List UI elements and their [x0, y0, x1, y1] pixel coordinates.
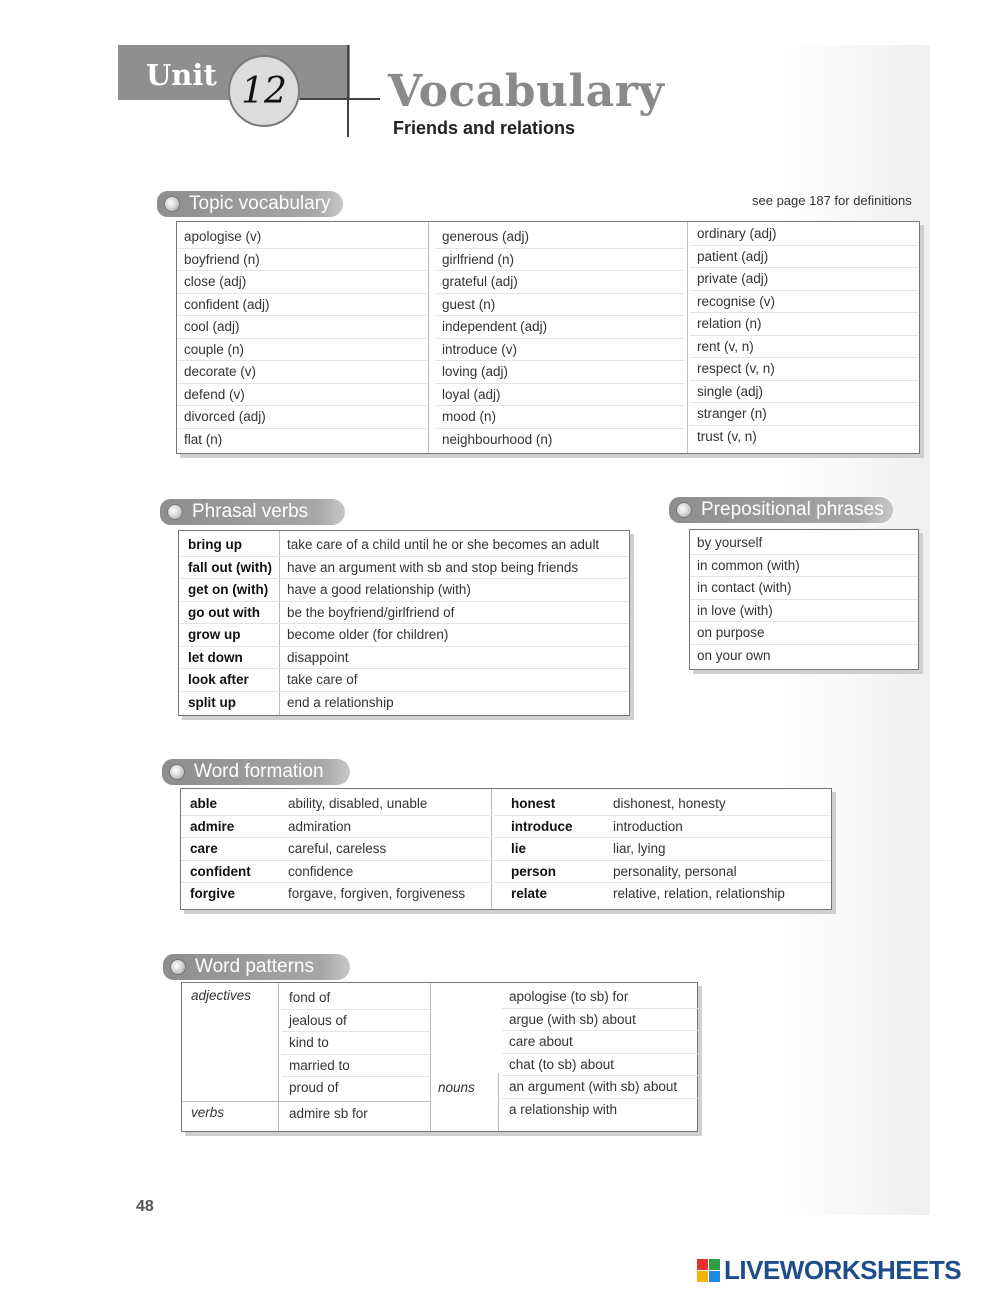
prepositional-phrase: in common (with)	[690, 555, 918, 578]
vocab-word: rent (v, n)	[690, 336, 918, 359]
page-title: Vocabulary	[388, 66, 665, 117]
phrasal-verb: split up	[188, 694, 236, 710]
prepositional-phrase: in love (with)	[690, 600, 918, 623]
logo-squares-icon	[697, 1259, 721, 1283]
verbs-label: verbs	[191, 1105, 225, 1120]
vocab-word: grateful (adj)	[435, 271, 685, 294]
vocab-word: close (adj)	[177, 271, 427, 294]
base-word: admire	[190, 818, 235, 834]
noun-verb-pattern: care about	[502, 1031, 698, 1054]
nouns-label: nouns	[438, 1080, 475, 1095]
phrasal-verb-definition: disappoint	[287, 649, 349, 665]
bullet-icon	[676, 502, 692, 518]
prepositional-phrases-heading: Prepositional phrases	[669, 497, 893, 523]
vocab-word: stranger (n)	[690, 403, 918, 426]
prepositional-phrase: by yourself	[690, 532, 918, 555]
base-word: able	[190, 796, 218, 811]
prepositional-phrase: in contact (with)	[690, 577, 918, 600]
vocab-word: couple (n)	[177, 339, 427, 362]
bullet-icon	[164, 196, 180, 212]
phrasal-verb: bring up	[188, 537, 242, 552]
base-word: relate	[511, 886, 548, 901]
word-formation-row	[494, 838, 831, 861]
vocab-word: recognise (v)	[690, 291, 918, 314]
unit-number-badge	[228, 55, 300, 127]
word-formation-table	[180, 788, 832, 910]
prepositional-phrases-list	[690, 532, 918, 667]
adjective-pattern: kind to	[282, 1032, 430, 1055]
column-divider	[498, 1073, 499, 1131]
noun-verb-pattern: argue (with sb) about	[502, 1009, 698, 1032]
vocab-word: guest (n)	[435, 294, 685, 317]
row-divider	[182, 1101, 430, 1102]
logo-square	[709, 1259, 720, 1270]
derived-forms: introduction	[613, 818, 683, 834]
topic-vocabulary-table	[176, 221, 920, 454]
vocab-word: mood (n)	[435, 406, 685, 429]
adjective-pattern: proud of	[289, 1080, 339, 1095]
phrasal-verb-row	[179, 624, 629, 647]
phrasal-verb-row	[179, 579, 629, 602]
vocab-word: ordinary (adj)	[690, 223, 918, 246]
column-divider	[278, 983, 279, 1131]
phrasal-verb-definition: become older (for children)	[287, 627, 449, 642]
word-formation-row	[181, 861, 489, 884]
vocab-word: introduce (v)	[435, 339, 685, 362]
derived-forms: admiration	[288, 818, 352, 834]
word-formation-row	[494, 793, 831, 816]
phrasal-verb: let down	[188, 649, 243, 665]
derived-forms: careful, careless	[288, 841, 387, 856]
phrasal-verb: look after	[188, 672, 249, 687]
topic-vocabulary-heading: Topic vocabulary	[157, 191, 343, 217]
vocab-word: loving (adj)	[435, 361, 685, 384]
phrasal-verb-row	[179, 602, 629, 625]
base-word: honest	[511, 796, 556, 811]
vocab-column-3	[690, 223, 918, 448]
word-formation-row	[494, 816, 831, 839]
derived-forms: relative, relation, relationship	[613, 886, 785, 901]
derived-forms: dishonest, honesty	[613, 796, 726, 811]
adjective-patterns	[282, 987, 430, 1100]
column-divider	[428, 222, 429, 453]
header-divider-vertical	[347, 45, 349, 137]
definitions-note: see page 187 for definitions	[752, 193, 912, 208]
word-formation-row	[181, 838, 489, 861]
noun-verb-pattern: chat (to sb) about	[502, 1054, 698, 1077]
phrasal-verb: go out with	[188, 604, 260, 620]
phrasal-verbs-table	[178, 530, 630, 716]
phrasal-verb: grow up	[188, 627, 241, 642]
phrasal-verb-row	[179, 534, 629, 557]
verb-patterns	[282, 1103, 430, 1126]
word-formation-row	[181, 816, 489, 839]
phrasal-verb-row	[179, 669, 629, 692]
logo-square	[709, 1271, 720, 1282]
derived-forms: confidence	[288, 863, 354, 879]
base-word: lie	[511, 841, 527, 856]
phrasal-verb-row	[179, 557, 629, 580]
vocab-word: boyfriend (n)	[177, 249, 427, 272]
prepositional-phrase: on purpose	[690, 622, 918, 645]
phrasal-verb-definition: be the boyfriend/girlfriend of	[287, 604, 455, 620]
vocab-word: cool (adj)	[177, 316, 427, 339]
vocab-column-2	[435, 226, 685, 451]
vocab-word: single (adj)	[690, 381, 918, 404]
phrasal-verb-definition: have an argument with sb and stop being friends	[287, 559, 579, 575]
unit-number: 12	[241, 71, 287, 112]
vocab-word: patient (adj)	[690, 246, 918, 269]
vocab-word: neighbourhood (n)	[442, 431, 553, 447]
prepositional-phrase: on your own	[697, 647, 771, 663]
adjectives-label: adjectives	[191, 988, 252, 1003]
word-formation-heading: Word formation	[162, 759, 350, 785]
vocab-word: respect (v, n)	[690, 358, 918, 381]
base-word: forgive	[190, 886, 236, 901]
phrasal-verb: get on (with)	[188, 582, 269, 597]
word-formation-row	[181, 793, 489, 816]
vocab-word: girlfriend (n)	[435, 249, 685, 272]
logo-square	[697, 1271, 708, 1282]
derived-forms: ability, disabled, unable	[288, 796, 428, 811]
base-word: person	[511, 863, 557, 879]
base-word: confident	[190, 863, 251, 879]
vocab-word: apologise (v)	[177, 226, 427, 249]
adjective-pattern: married to	[282, 1055, 430, 1078]
vocab-word: private (adj)	[690, 268, 918, 291]
column-divider	[687, 222, 688, 453]
bullet-icon	[169, 764, 185, 780]
column-divider	[491, 789, 492, 909]
bullet-icon	[167, 504, 183, 520]
vocab-word: independent (adj)	[435, 316, 685, 339]
phrasal-verb-row	[179, 692, 629, 715]
noun-verb-patterns	[502, 986, 698, 1121]
page-number: 48	[136, 1198, 154, 1215]
noun-verb-pattern: apologise (to sb) for	[502, 986, 698, 1009]
logo-square	[697, 1259, 708, 1270]
prepositional-phrases-table	[689, 529, 919, 670]
word-formation-row	[181, 883, 489, 906]
base-word: introduce	[511, 818, 573, 834]
page-subtitle: Friends and relations	[393, 118, 576, 138]
derived-forms: liar, lying	[613, 841, 666, 856]
derived-forms: personality, personal	[613, 863, 737, 879]
vocab-word: flat (n)	[184, 431, 223, 447]
vocab-word: loyal (adj)	[435, 384, 685, 407]
phrasal-verb-definition: end a relationship	[287, 694, 394, 710]
adjective-pattern: fond of	[282, 987, 430, 1010]
vocab-word: confident (adj)	[177, 294, 427, 317]
column-divider	[430, 983, 431, 1131]
vocab-word: relation (n)	[690, 313, 918, 336]
vocab-word: divorced (adj)	[177, 406, 427, 429]
vocab-word: defend (v)	[177, 384, 427, 407]
phrasal-verb-definition: take care of a child until he or she becomes an adult	[287, 537, 600, 552]
vocab-word: decorate (v)	[177, 361, 427, 384]
phrasal-verb-row	[179, 647, 629, 670]
base-word: care	[190, 841, 218, 856]
noun-verb-pattern: a relationship with	[509, 1101, 618, 1117]
word-patterns-table	[181, 982, 698, 1132]
phrasal-verbs-heading: Phrasal verbs	[160, 499, 345, 525]
phrasal-verb-definition: have a good relationship (with)	[287, 582, 471, 597]
phrasal-verb-definition: take care of	[287, 672, 358, 687]
word-formation-row	[494, 861, 831, 884]
adjective-pattern: jealous of	[282, 1010, 430, 1033]
word-formation-row	[494, 883, 831, 906]
noun-verb-pattern: an argument (with sb) about	[502, 1076, 698, 1099]
word-patterns-heading: Word patterns	[163, 954, 350, 980]
unit-label: Unit	[146, 58, 217, 92]
vocab-column-1	[177, 226, 427, 451]
verb-pattern: admire sb for	[289, 1106, 368, 1121]
phrasal-verb: fall out (with)	[188, 559, 272, 575]
logo-text: LIVEWORKSHEETS	[724, 1255, 962, 1285]
derived-forms: forgave, forgiven, forgiveness	[288, 886, 466, 901]
bullet-icon	[170, 959, 186, 975]
header-divider-horizontal	[300, 98, 380, 100]
vocab-word: trust (v, n)	[697, 428, 757, 444]
vocab-word: generous (adj)	[435, 226, 685, 249]
